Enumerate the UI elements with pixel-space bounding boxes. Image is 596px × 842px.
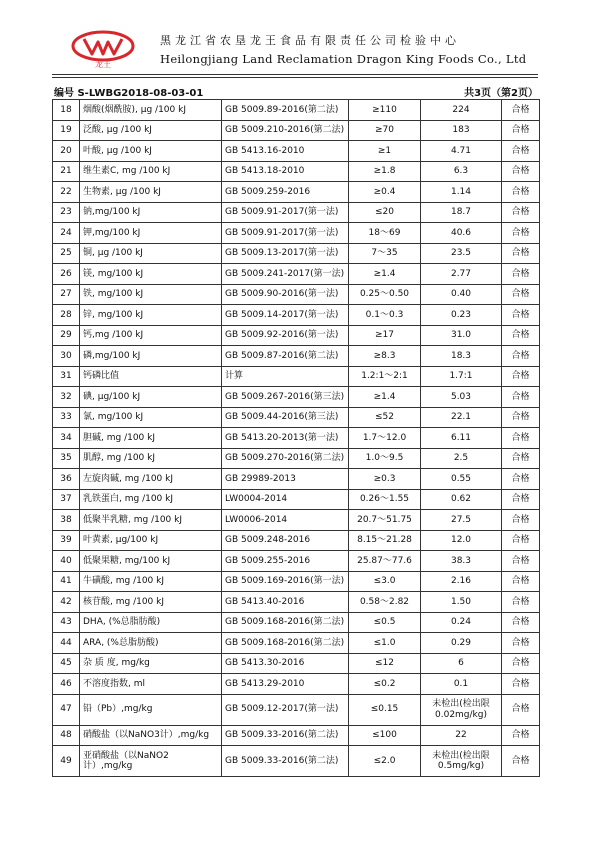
conclusion: 合格 [502, 284, 540, 305]
test-item: 牛磺酸, mg /100 kJ [80, 571, 222, 592]
conclusion: 合格 [502, 694, 540, 725]
test-item: 维生素C, mg /100 kJ [80, 161, 222, 182]
table-row [53, 284, 540, 305]
row-number: 43 [53, 612, 80, 633]
conclusion: 合格 [502, 448, 540, 469]
table-row [53, 592, 540, 613]
test-result: 12.0 [421, 530, 502, 551]
test-result: 0.1 [421, 674, 502, 695]
standard-limit: ≤3.0 [349, 571, 421, 592]
test-method: GB 5413.20-2013(第一法) [222, 428, 349, 449]
test-method: GB 5009.91-2017(第一法) [222, 223, 349, 244]
test-item: 锌, mg/100 kJ [80, 305, 222, 326]
test-method: LW0006-2014 [222, 510, 349, 531]
test-result: 6.3 [421, 161, 502, 182]
test-result: 31.0 [421, 325, 502, 346]
standard-limit: ≤0.5 [349, 612, 421, 633]
test-item: 钙磷比值 [80, 366, 222, 387]
test-result: 0.40 [421, 284, 502, 305]
conclusion: 合格 [502, 161, 540, 182]
row-number: 21 [53, 161, 80, 182]
standard-limit: ≤20 [349, 202, 421, 223]
standard-limit: ≤2.0 [349, 746, 421, 777]
test-item: 杂 质 度, mg/kg [80, 653, 222, 674]
standard-limit: ≥70 [349, 120, 421, 141]
test-method: GB 5009.14-2017(第一法) [222, 305, 349, 326]
test-method: GB 5413.16-2010 [222, 141, 349, 162]
table-row [53, 489, 540, 510]
row-number: 46 [53, 674, 80, 695]
standard-limit: ≥1 [349, 141, 421, 162]
row-number: 19 [53, 120, 80, 141]
standard-limit: 1.7～12.0 [349, 428, 421, 449]
test-result: 22.1 [421, 407, 502, 428]
standard-limit: ≥0.3 [349, 469, 421, 490]
standard-limit: 0.1～0.3 [349, 305, 421, 326]
test-item: 低聚半乳糖, mg /100 kJ [80, 510, 222, 531]
standard-limit: 1.2:1～2:1 [349, 366, 421, 387]
test-method: GB 5009.33-2016(第二法) [222, 725, 349, 746]
header-divider [52, 74, 538, 75]
test-result: 1.14 [421, 182, 502, 203]
table-row [53, 612, 540, 633]
table-row [53, 387, 540, 408]
row-number: 28 [53, 305, 80, 326]
table-row [53, 305, 540, 326]
test-item: 亚硝酸盐（以NaNO2计）,mg/kg [80, 746, 222, 777]
table-row [53, 653, 540, 674]
test-item: 磷,mg/100 kJ [80, 346, 222, 367]
table-row [53, 182, 540, 203]
conclusion: 合格 [502, 510, 540, 531]
test-result: 未检出(检出限0.02mg/kg) [421, 694, 502, 725]
test-result: 0.55 [421, 469, 502, 490]
test-result: 0.29 [421, 633, 502, 654]
logo-text: 龙王 [95, 60, 111, 68]
standard-limit: 0.26～1.55 [349, 489, 421, 510]
standard-limit: ≥1.4 [349, 387, 421, 408]
table-row [53, 141, 540, 162]
table-row [53, 346, 540, 367]
test-method: GB 29989-2013 [222, 469, 349, 490]
row-number: 23 [53, 202, 80, 223]
row-number: 26 [53, 264, 80, 285]
conclusion: 合格 [502, 141, 540, 162]
test-item: 铅（Pb）,mg/kg [80, 694, 222, 725]
test-item: 核苷酸, mg /100 kJ [80, 592, 222, 613]
conclusion: 合格 [502, 120, 540, 141]
conclusion: 合格 [502, 674, 540, 695]
row-number: 38 [53, 510, 80, 531]
table-row [53, 243, 540, 264]
standard-limit: 1.0～9.5 [349, 448, 421, 469]
test-item: 肌醇, mg /100 kJ [80, 448, 222, 469]
standard-limit: ≤1.0 [349, 633, 421, 654]
table-row [53, 223, 540, 244]
row-number: 42 [53, 592, 80, 613]
conclusion: 合格 [502, 100, 540, 121]
company-logo [70, 30, 136, 68]
test-result: 0.24 [421, 612, 502, 633]
test-result: 18.3 [421, 346, 502, 367]
conclusion: 合格 [502, 469, 540, 490]
table-row [53, 551, 540, 572]
test-method: GB 5009.87-2016(第二法) [222, 346, 349, 367]
table-row [53, 694, 540, 725]
test-result: 183 [421, 120, 502, 141]
row-number: 29 [53, 325, 80, 346]
conclusion: 合格 [502, 407, 540, 428]
test-item: 左旋肉碱, mg /100 kJ [80, 469, 222, 490]
test-result: 22 [421, 725, 502, 746]
row-number: 35 [53, 448, 80, 469]
test-method: GB 5413.30-2016 [222, 653, 349, 674]
test-method: GB 5413.18-2010 [222, 161, 349, 182]
test-method: 计算 [222, 366, 349, 387]
standard-limit: ≤52 [349, 407, 421, 428]
standard-limit: 20.7～51.75 [349, 510, 421, 531]
test-method: GB 5009.259-2016 [222, 182, 349, 203]
test-method: GB 5009.210-2016(第二法) [222, 120, 349, 141]
conclusion: 合格 [502, 633, 540, 654]
test-item: 泛酸, μg /100 kJ [80, 120, 222, 141]
row-number: 41 [53, 571, 80, 592]
test-method: GB 5009.89-2016(第二法) [222, 100, 349, 121]
test-item: 钙,mg /100 kJ [80, 325, 222, 346]
row-number: 44 [53, 633, 80, 654]
test-item: DHA, (%总脂肪酸) [80, 612, 222, 633]
test-result: 40.6 [421, 223, 502, 244]
row-number: 48 [53, 725, 80, 746]
table-row [53, 407, 540, 428]
table-row [53, 746, 540, 777]
row-number: 18 [53, 100, 80, 121]
company-name-en: Heilongjiang Land Reclamation Dragon King Foods Co., Ltd [160, 52, 527, 66]
test-item: 乳铁蛋白, mg /100 kJ [80, 489, 222, 510]
test-method: GB 5009.248-2016 [222, 530, 349, 551]
test-method: GB 5009.241-2017(第一法) [222, 264, 349, 285]
standard-limit: 25.87～77.6 [349, 551, 421, 572]
standard-limit: ≥110 [349, 100, 421, 121]
standard-limit: ≤0.15 [349, 694, 421, 725]
test-result: 1.7:1 [421, 366, 502, 387]
test-method: GB 5413.40-2016 [222, 592, 349, 613]
row-number: 32 [53, 387, 80, 408]
standard-limit: ≥8.3 [349, 346, 421, 367]
conclusion: 合格 [502, 264, 540, 285]
row-number: 27 [53, 284, 80, 305]
document-number: 编号 S-LWBG2018-08-03-01 [54, 88, 204, 99]
row-number: 30 [53, 346, 80, 367]
table-row [53, 633, 540, 654]
row-number: 22 [53, 182, 80, 203]
test-result: 18.7 [421, 202, 502, 223]
test-result: 224 [421, 100, 502, 121]
test-method: GB 5009.168-2016(第二法) [222, 612, 349, 633]
table-row [53, 366, 540, 387]
page-info: 共3页（第2页） [464, 88, 538, 99]
table-row [53, 674, 540, 695]
conclusion: 合格 [502, 725, 540, 746]
test-item: 叶黄素, μg/100 kJ [80, 530, 222, 551]
test-result: 2.5 [421, 448, 502, 469]
standard-limit: 7～35 [349, 243, 421, 264]
company-name-cn: 黑龙江省农垦龙王食品有限责任公司检验中心 [160, 34, 460, 47]
test-method: GB 5009.90-2016(第一法) [222, 284, 349, 305]
conclusion: 合格 [502, 530, 540, 551]
test-method: LW0004-2014 [222, 489, 349, 510]
test-method: GB 5009.13-2017(第一法) [222, 243, 349, 264]
test-method: GB 5009.270-2016(第二法) [222, 448, 349, 469]
conclusion: 合格 [502, 571, 540, 592]
test-item: 生物素, μg /100 kJ [80, 182, 222, 203]
standard-limit: ≤12 [349, 653, 421, 674]
table-row [53, 264, 540, 285]
conclusion: 合格 [502, 387, 540, 408]
test-method: GB 5009.91-2017(第一法) [222, 202, 349, 223]
conclusion: 合格 [502, 551, 540, 572]
test-method: GB 5009.44-2016(第三法) [222, 407, 349, 428]
test-method: GB 5009.92-2016(第一法) [222, 325, 349, 346]
conclusion: 合格 [502, 202, 540, 223]
table-row [53, 469, 540, 490]
test-result: 5.03 [421, 387, 502, 408]
standard-limit: ≤0.2 [349, 674, 421, 695]
conclusion: 合格 [502, 223, 540, 244]
conclusion: 合格 [502, 243, 540, 264]
test-results-table [52, 99, 540, 777]
table-row [53, 325, 540, 346]
row-number: 39 [53, 530, 80, 551]
row-number: 36 [53, 469, 80, 490]
test-result: 2.16 [421, 571, 502, 592]
test-item: 不溶度指数, ml [80, 674, 222, 695]
header-divider-secondary [52, 77, 538, 78]
standard-limit: 0.58～2.82 [349, 592, 421, 613]
standard-limit: ≥17 [349, 325, 421, 346]
conclusion: 合格 [502, 592, 540, 613]
row-number: 31 [53, 366, 80, 387]
table-row [53, 571, 540, 592]
table-row [53, 510, 540, 531]
test-result: 0.23 [421, 305, 502, 326]
row-number: 33 [53, 407, 80, 428]
test-method: GB 5009.169-2016(第一法) [222, 571, 349, 592]
table-row [53, 100, 540, 121]
conclusion: 合格 [502, 489, 540, 510]
standard-limit: ≥1.8 [349, 161, 421, 182]
conclusion: 合格 [502, 182, 540, 203]
row-number: 49 [53, 746, 80, 777]
test-item: 叶酸, μg /100 kJ [80, 141, 222, 162]
test-result: 6.11 [421, 428, 502, 449]
test-result: 6 [421, 653, 502, 674]
row-number: 40 [53, 551, 80, 572]
conclusion: 合格 [502, 366, 540, 387]
row-number: 45 [53, 653, 80, 674]
conclusion: 合格 [502, 346, 540, 367]
conclusion: 合格 [502, 428, 540, 449]
test-item: 碘, μg/100 kJ [80, 387, 222, 408]
test-item: ARA, (%总脂肪酸) [80, 633, 222, 654]
test-method: GB 5009.267-2016(第三法) [222, 387, 349, 408]
row-number: 25 [53, 243, 80, 264]
table-row [53, 120, 540, 141]
report-header [70, 30, 530, 70]
standard-limit: ≥1.4 [349, 264, 421, 285]
test-item: 铜, μg /100 kJ [80, 243, 222, 264]
standard-limit: 8.15～21.28 [349, 530, 421, 551]
standard-limit: 0.25～0.50 [349, 284, 421, 305]
test-result: 27.5 [421, 510, 502, 531]
test-item: 胆碱, mg /100 kJ [80, 428, 222, 449]
table-row [53, 428, 540, 449]
test-item: 镁, mg/100 kJ [80, 264, 222, 285]
test-result: 2.77 [421, 264, 502, 285]
test-result: 1.50 [421, 592, 502, 613]
conclusion: 合格 [502, 612, 540, 633]
test-result: 38.3 [421, 551, 502, 572]
test-method: GB 5413.29-2010 [222, 674, 349, 695]
test-result: 23.5 [421, 243, 502, 264]
standard-limit: 18～69 [349, 223, 421, 244]
row-number: 37 [53, 489, 80, 510]
test-item: 低聚果糖, mg/100 kJ [80, 551, 222, 572]
test-item: 钾,mg/100 kJ [80, 223, 222, 244]
standard-limit: ≥0.4 [349, 182, 421, 203]
conclusion: 合格 [502, 305, 540, 326]
test-method: GB 5009.12-2017(第一法) [222, 694, 349, 725]
table-row [53, 725, 540, 746]
row-number: 47 [53, 694, 80, 725]
row-number: 34 [53, 428, 80, 449]
test-item: 烟酸(烟酰胺), μg /100 kJ [80, 100, 222, 121]
test-item: 钠,mg/100 kJ [80, 202, 222, 223]
table-row [53, 448, 540, 469]
conclusion: 合格 [502, 746, 540, 777]
table-row [53, 202, 540, 223]
test-result: 4.71 [421, 141, 502, 162]
test-item: 铁, mg/100 kJ [80, 284, 222, 305]
test-method: GB 5009.33-2016(第二法) [222, 746, 349, 777]
test-result: 0.62 [421, 489, 502, 510]
conclusion: 合格 [502, 653, 540, 674]
table-row [53, 161, 540, 182]
test-item: 氯, mg/100 kJ [80, 407, 222, 428]
conclusion: 合格 [502, 325, 540, 346]
standard-limit: ≤100 [349, 725, 421, 746]
test-item: 硝酸盐（以NaNO3计）,mg/kg [80, 725, 222, 746]
test-method: GB 5009.168-2016(第二法) [222, 633, 349, 654]
row-number: 20 [53, 141, 80, 162]
row-number: 24 [53, 223, 80, 244]
table-row [53, 530, 540, 551]
test-result: 未检出(检出限0.5mg/kg) [421, 746, 502, 777]
test-method: GB 5009.255-2016 [222, 551, 349, 572]
